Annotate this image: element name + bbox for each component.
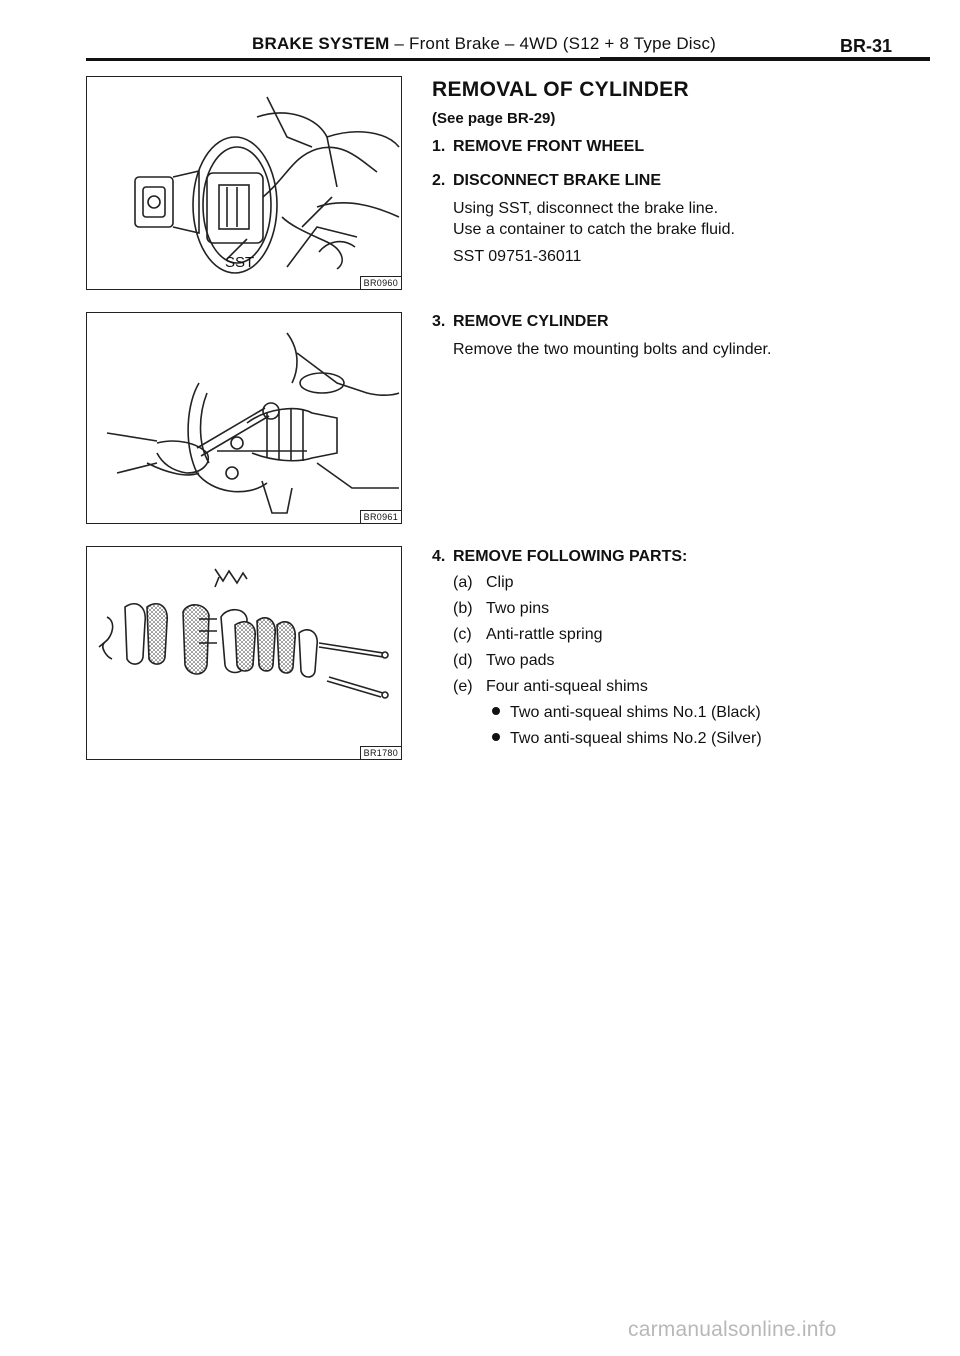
item-label: (e) — [453, 678, 473, 695]
bullet-item — [492, 730, 762, 748]
step-number: 2. — [432, 172, 446, 189]
parts-list-item — [453, 678, 648, 696]
step-1 — [432, 138, 912, 156]
pad-parts-illustration — [87, 547, 401, 759]
figure-pad-parts — [86, 546, 402, 760]
step-number: 4. — [432, 548, 446, 565]
step-3-instruction: Remove the two mounting bolts and cylinder. — [453, 341, 772, 358]
figure-code: BR0961 — [360, 510, 402, 524]
item-text: Four anti-squeal shims — [486, 678, 648, 695]
figure-remove-cylinder — [86, 312, 402, 524]
item-label: (a) — [453, 574, 473, 591]
figure-code: BR0960 — [360, 276, 402, 290]
step-4 — [432, 548, 912, 566]
item-label: (d) — [453, 652, 473, 669]
step-number: 1. — [432, 138, 446, 155]
item-text: Two pads — [486, 652, 555, 669]
bullet-text: Two anti-squeal shims No.1 (Black) — [510, 704, 761, 721]
section-title: BRAKE SYSTEM — [252, 34, 390, 53]
bullet-icon — [492, 733, 500, 741]
item-text: Clip — [486, 574, 514, 591]
step-title: DISCONNECT BRAKE LINE — [453, 172, 662, 189]
section-subtitle: – Front Brake – 4WD (S12 + 8 Type Disc) — [389, 34, 717, 53]
step-2-instruction-1: Using SST, disconnect the brake line. — [453, 200, 719, 217]
see-page-reference: (See page BR-29) — [432, 110, 556, 127]
figure-code: BR1780 — [360, 746, 402, 760]
step-2-instruction-2: Use a container to catch the brake fluid. — [453, 221, 735, 238]
parts-list-item — [453, 574, 514, 592]
step-2 — [432, 172, 912, 190]
step-2-sst-number: SST 09751-36011 — [453, 248, 582, 265]
figure-disconnect-brake-line — [86, 76, 402, 290]
step-number: 3. — [432, 313, 446, 330]
item-label: (c) — [453, 626, 472, 643]
step-title: REMOVE CYLINDER — [453, 313, 609, 330]
header-rule-accent — [600, 57, 930, 61]
cylinder-removal-illustration — [87, 313, 401, 523]
item-text: Anti-rattle spring — [486, 626, 603, 643]
bullet-icon — [492, 707, 500, 715]
page-number: BR-31 — [840, 36, 893, 56]
step-title: REMOVE FOLLOWING PARTS: — [453, 548, 688, 565]
bullet-text: Two anti-squeal shims No.2 (Silver) — [510, 730, 762, 747]
step-title: REMOVE FRONT WHEEL — [453, 138, 645, 155]
item-text: Two pins — [486, 600, 550, 617]
step-3 — [432, 313, 912, 331]
bullet-item — [492, 704, 761, 722]
parts-list-item — [453, 600, 549, 618]
item-label: (b) — [453, 600, 473, 617]
parts-list-item — [453, 626, 603, 644]
sst-callout: SST — [225, 254, 255, 271]
page-title: REMOVAL OF CYLINDER — [432, 78, 689, 101]
section-header — [252, 34, 716, 54]
watermark: carmanualsonline.info — [628, 1318, 837, 1341]
parts-list-item — [453, 652, 554, 670]
